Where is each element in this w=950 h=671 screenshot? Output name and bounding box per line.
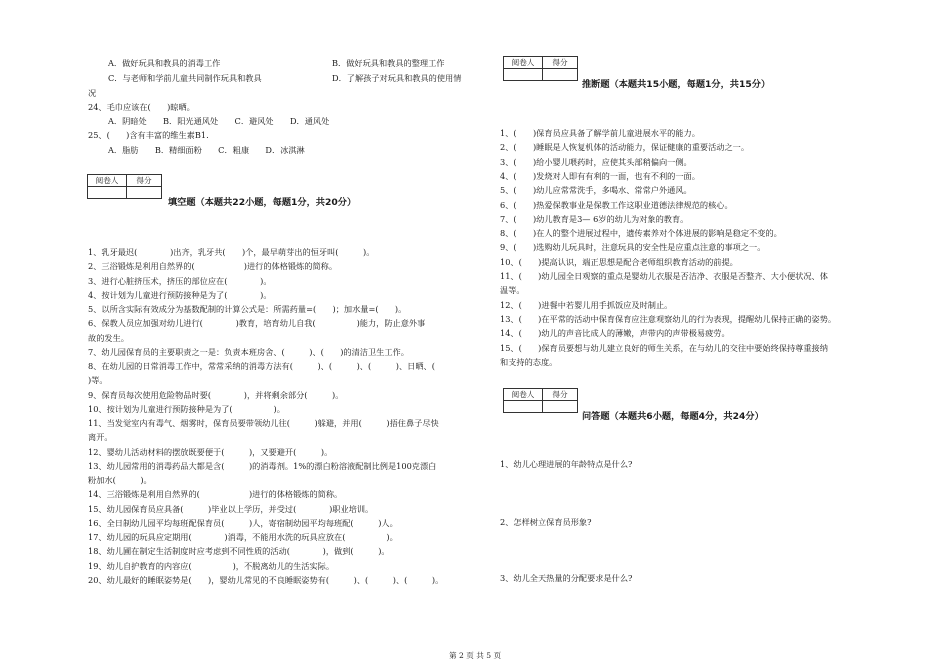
question-line: 12、( )进餐中若婴儿用手抓饭应及时制止。 — [500, 299, 673, 310]
question-line: 故的发生。 — [88, 332, 129, 343]
question-line: 温等。 — [500, 285, 525, 296]
question-line: 14、( )幼儿的声音比成人的薄嫩，声带内的声带极易疲劳。 — [500, 328, 730, 339]
question-line: 1、( )保育员应具备了解学前儿童进展水平的能力。 — [500, 128, 700, 138]
question-line: 17、幼儿园的玩具应定期用( )消毒，不能用水洗的玩具应放在( )。 — [88, 532, 398, 542]
score-cell-grader[interactable] — [88, 187, 127, 199]
score-header-grader: 阅卷人 — [88, 175, 127, 187]
judge-score-box — [503, 56, 578, 81]
score-cell-grader[interactable] — [504, 69, 543, 81]
question-line: 7、幼儿园保育员的主要职责之一是：负责本班房舍、( )、( )的清洁卫生工作。 — [88, 346, 409, 357]
question-line: 11、当发觉室内有毒气、烟雾时，保育员要带领幼儿往( )躲避，并用( )捂住鼻子尽快 — [88, 418, 439, 428]
question-line: 6、( )热爱保教事业是保教工作这职业道德法律规范的核心。 — [500, 199, 733, 210]
q24-stem: 24、毛巾应该在( )晾晒。 — [88, 102, 195, 112]
q23-option-d-cont: 况 — [88, 88, 97, 98]
score-cell-score[interactable] — [543, 401, 578, 413]
question-line: 13、幼儿园常用的消毒药品大都是含( )的消毒剂。1%的漂白粉溶液配制比例是100克漂白 — [88, 460, 437, 471]
question-line: 8、( )在人的整个进展过程中，遗传素养对个体进展的影响是稳定不变的。 — [500, 228, 782, 239]
q23-option-d: D．了解孩子对玩具和教具的使用情 — [332, 73, 462, 83]
question-line: 9、( )选购幼儿玩具时，注意玩具的安全性是应重点注意的事项之一。 — [500, 242, 766, 253]
question-line: 2、三浴锻炼是利用自然界的( )进行的体格锻炼的简称。 — [88, 261, 338, 272]
question-line: 14、三浴锻炼是利用自然界的( )进行的体格锻炼的简称。 — [88, 489, 343, 500]
question-line: 3、( )给小婴儿喂药时，应使其头部稍偏向一侧。 — [500, 156, 692, 167]
question-line: 6、保教人员应加强对幼儿进行( )教育，培育幼儿自我( )能力，防止意外事 — [88, 318, 426, 329]
question-line: 7、( )幼儿教育是3— 6岁的幼儿为对象的教育。 — [500, 213, 689, 224]
judge-section-title: 推断题（本题共15小题，每题1分，共15分） — [582, 79, 771, 90]
q23-option-c: C．与老师和学前儿童共同制作玩具和教具 — [108, 73, 262, 83]
question-line: 13、( )在平常的活动中保育保育应注意观察幼儿的行为表现，提醒幼儿保持正确的姿势。 — [500, 313, 837, 324]
question-line: 粉加水( )。 — [88, 475, 152, 485]
question-line: 1、乳牙最迟( )出齐，乳牙共( )个，最早萌芽出的恒牙叫( )。 — [88, 247, 375, 257]
question-line: 4、( )发烧对人即有有利的一面，也有不利的一面。 — [500, 170, 700, 181]
qa-score-box — [503, 388, 578, 413]
score-header-score: 得分 — [127, 175, 162, 187]
question-line: 离开。 — [88, 432, 113, 443]
score-cell-score[interactable] — [543, 69, 578, 81]
question-line: 8、在幼儿园的日常消毒工作中，常常采纳的消毒方法有( )、( )、( )、日晒、( — [88, 361, 452, 371]
qa-question: 2、怎样树立保育员形象? — [500, 517, 592, 527]
question-line: 12、婴幼儿活动材料的摆放既要便于( )，又要避开( )。 — [88, 446, 333, 457]
fill-section-title: 填空题（本题共22小题，每题1分，共20分） — [168, 197, 357, 208]
qa-question: 3、幼儿全天热量的分配要求是什么? — [500, 573, 633, 583]
question-line: 11、( )幼儿园全日观察的重点是婴幼儿衣服是否洁净、衣服是否整齐、大小便状况、体 — [500, 271, 828, 281]
question-line: 和支持的态度。 — [500, 356, 558, 367]
score-header-grader: 阅卷人 — [504, 389, 543, 401]
qa-question: 1、幼儿心理进展的年龄特点是什么? — [500, 459, 633, 469]
score-header-score: 得分 — [543, 389, 578, 401]
score-cell-score[interactable] — [127, 187, 162, 199]
question-line: 20、幼儿最好的睡眠姿势是( )，婴幼儿常见的不良睡眠姿势有( )、( )、( )。 — [88, 574, 444, 585]
question-line: 3、进行心脏挤压术，挤压的部位应在( )。 — [88, 275, 272, 286]
question-line: 16、全日制幼儿园平均每班配保育员( )人，寄宿制幼园平均每班配( )人。 — [88, 517, 398, 528]
score-header-grader: 阅卷人 — [504, 57, 543, 69]
question-line: 15、幼儿园保育员应具备( )毕业以上学历，并受过( )职业培训。 — [88, 503, 374, 514]
question-line: 19、幼儿自护教育的内容应( )，不脱离幼儿的生活实际。 — [88, 560, 335, 571]
q25-stem: 25、( )含有丰富的维生素B1. — [88, 130, 209, 140]
qa-section-title: 问答题（本题共6小题，每题4分，共24分） — [582, 411, 764, 422]
score-header-score: 得分 — [543, 57, 578, 69]
question-line: 18、幼儿圃在制定生活制度时应考虑到不同性质的活动( )，做到( )。 — [88, 546, 390, 557]
question-line: 4、按计划为儿童进行预防接种是为了( )。 — [88, 289, 272, 300]
question-line: 10、( )提高认识，端正思想是配合老师组织教育活动的前提。 — [500, 256, 738, 267]
question-line: 5、( )幼儿应常常洗手，多喝水、常常户外通风。 — [500, 185, 692, 196]
q25-options: A．脂肪 B．精细面粉 C．粗康 D．冰淇淋 — [108, 145, 305, 155]
question-line: 15、( )保育员要想与幼儿建立良好的师生关系，在与幼儿的交往中要始终保持尊重接纳 — [500, 342, 828, 353]
fill-score-box — [87, 174, 162, 199]
question-line: 2、( )睡眠是人恢复机体的活动能力，保证健康的重要活动之一。 — [500, 142, 750, 153]
question-line: 10、按计划为儿童进行预防接种是为了( )。 — [88, 403, 285, 414]
question-line: )等。 — [88, 375, 108, 386]
q24-options: A．阴暗处 B．阳光通风处 C．避风处 D．通风处 — [108, 116, 330, 126]
q23-option-a: A．做好玩具和教具的消毒工作 — [108, 58, 221, 68]
score-cell-grader[interactable] — [504, 401, 543, 413]
q23-option-b: B．做好玩具和教具的整理工作 — [332, 58, 445, 68]
question-line: 5、以所含实际有效成分为基数配制的计算公式是：所需药量=( )；加水量=( )。 — [88, 304, 407, 314]
page-footer: 第 2 页 共 5 页 — [448, 651, 502, 660]
question-line: 9、保育员每次使用危险物品时要( )，并将剩余部分( )。 — [88, 389, 344, 400]
